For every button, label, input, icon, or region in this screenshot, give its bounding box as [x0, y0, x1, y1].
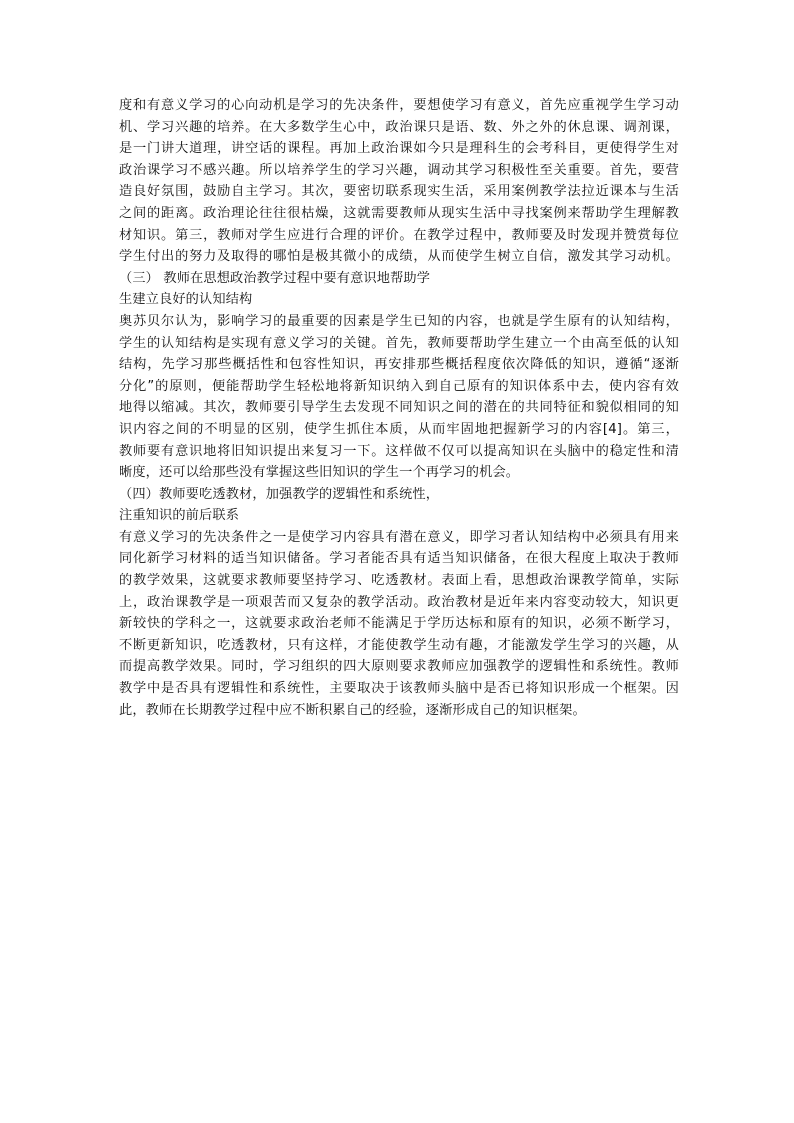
paragraph-line: 是一门讲大道理，讲空话的课程。再加上政治课如今只是理科生的会考科目，更使得学生对 [119, 141, 679, 157]
paragraph-line: 政治课学习不感兴趣。所以培养学生的学习兴趣，调动其学习积极性至关重要。首先，要营 [119, 162, 679, 178]
document-body [119, 95, 679, 721]
paragraph-line: 晰度，还可以给那些没有掌握这些旧知识的学生一个再学习的机会。 [119, 465, 520, 481]
paragraph-line: 而提高教学效果。同时，学习组织的四大原则要求教师应加强教学的逻辑性和系统性。教师 [119, 659, 679, 675]
section-heading-line: 注重知识的前后联系 [119, 508, 240, 524]
paragraph-line: 有意义学习的先决条件之一是使学习内容具有潜在意义，即学习者认知结构中必须具有用来 [119, 529, 679, 545]
paragraph-line: 上，政治课教学是一项艰苦而又复杂的教学活动。政治教材是近年来内容变动较大，知识更 [119, 594, 679, 610]
paragraph-line: 此，教师在长期教学过程中应不断积累自己的经验，逐渐形成自己的知识框架。 [119, 702, 586, 718]
paragraph-line: 度和有意义学习的心向动机是学习的先决条件，要想使学习有意义，首先应重视学生学习动 [119, 98, 679, 113]
section-heading-line: 生建立良好的认知结构 [119, 292, 253, 308]
paragraph-line: 教师要有意识地将旧知识提出来复习一下。这样做不仅可以提高知识在头脑中的稳定性和清 [119, 443, 679, 459]
paragraph-line: 之间的距离。政治理论往往很枯燥，这就需要教师从现实生活中寻找案例来帮助学生理解教 [119, 205, 679, 221]
paragraph-line: 学生的认知结构是实现有意义学习的关键。首先，教师要帮助学生建立一个由高至低的认知 [119, 335, 679, 351]
paragraph-line: 机、学习兴趣的培养。在大多数学生心中，政治课只是语、数、外之外的休息课、调剂课， [119, 119, 679, 135]
section-heading-line: （四）教师要吃透教材，加强教学的逻辑性和系统性， [119, 486, 440, 502]
paragraph-line: 不断更新知识，吃透教材，只有这样，才能使教学生动有趣，才能激发学生学习的兴趣，从 [119, 637, 679, 653]
paragraph-line: 地得以缩减。其次，教师要引导学生去发现不同知识之间的潜在的共同特征和貌似相同的知 [119, 400, 679, 416]
paragraph-line: 新较快的学科之一，这就要求政治老师不能满足于学历达标和原有的知识，必须不断学习， [119, 616, 679, 632]
paragraph-line: 教学中是否具有逻辑性和系统性，主要取决于该教师头脑中是否已将知识形成一个框架。因 [119, 681, 679, 697]
paragraph-line: 材知识。第三，教师对学生应进行合理的评价。在教学过程中，教师要及时发现并赞赏每位 [119, 227, 679, 243]
paragraph-line: 奥苏贝尔认为，影响学习的最重要的因素是学生已知的内容，也就是学生原有的认知结构， [119, 313, 679, 329]
paragraph-line: 造良好氛围，鼓励自主学习。其次，要密切联系现实生活，采用案例教学法拉近课本与生活 [119, 184, 679, 200]
paragraph-line: 结构，先学习那些概括性和包容性知识，再安排那些概括程度依次降低的知识，遵循“逐渐 [119, 357, 679, 373]
paragraph-line: 学生付出的努力及取得的哪怕是极其微小的成绩，从而使学生树立自信，激发其学习动机。 [119, 249, 679, 265]
paragraph-line: 识内容之间的不明显的区别，使学生抓住本质，从而牢固地把握新学习的内容[4]。第三， [119, 421, 679, 437]
paragraph-line: 同化新学习材料的适当知识储备。学习者能否具有适当知识储备，在很大程度上取决于教师 [119, 551, 679, 567]
section-heading-line: （三） 教师在思想政治教学过程中要有意识地帮助学 [119, 270, 431, 286]
paragraph-line: 分化”的原则，便能帮助学生轻松地将新知识纳入到自己原有的知识体系中去，使内容有效 [119, 378, 679, 394]
paragraph-line: 的教学效果，这就要求教师要坚持学习、吃透教材。表面上看，思想政治课教学简单，实际 [119, 573, 679, 589]
